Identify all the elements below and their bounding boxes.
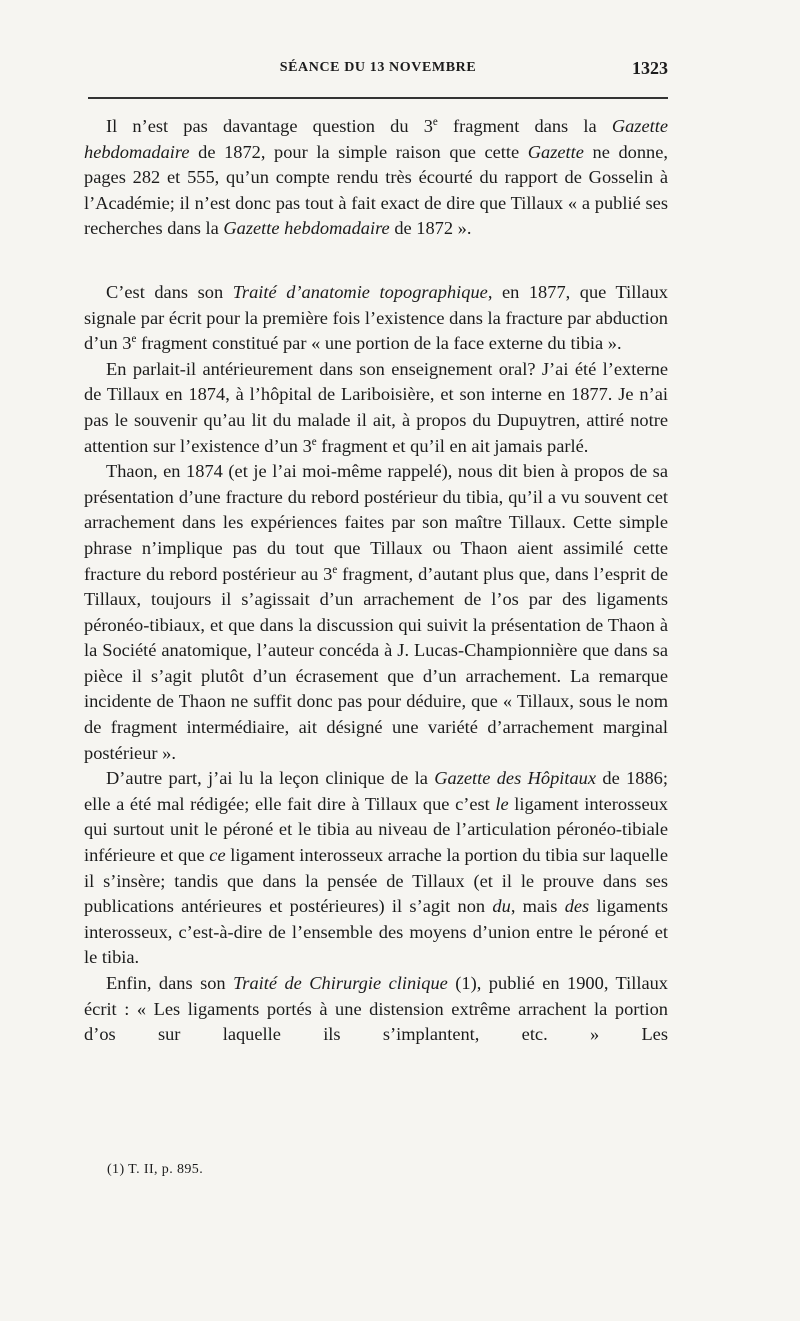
italic-text: ce [209,845,226,866]
superscript: e [332,563,338,576]
text-run: fragment dans la [437,116,612,136]
paragraph [84,459,668,766]
text-run: de 1872 ». [389,218,472,239]
text-run: fragment, d’autant plus que, dans l’esprit de Tillaux, toujours il s’agissait d’un arrachement de l’os par des ligaments péronéo-tibiaux, et que dans la discussion qui suivit la présentation de Thaon à la Société anatomique, l’auteur concéda à J. Lucas-Championnière que dans sa pièce il s’agit plutôt d’un écrasement que d’un arrachement. La remarque incidente de Thaon ne suffit donc pas pour déduire, que « Tillaux, sous le nom de fragment intermédiaire, ait désigné une variété d’arrachement marginal postérieur ». [84,563,668,763]
text-run: de 1872, pour la simple raison que cette [189,141,528,162]
italic-text: des [564,896,590,917]
text-run: , en 1877, que Tillaux signale par écrit pour la première fois l’existence dans la fracture par abduction d’un 3 [84,281,669,354]
text-run: D’autre part, j’ai lu la leçon clinique de la [106,768,435,789]
page-number: 1323 [632,58,668,78]
body-text [84,114,668,1048]
superscript: e [311,435,317,448]
italic-text: Gazette [527,141,584,162]
italic-text: Gazette hebdomadaire [223,218,390,239]
text-run: , mais [510,896,565,917]
italic-text: Traité de Chirurgie clinique [233,973,448,993]
text-run: (1), publié en 1900, Tillaux écrit : « Les ligaments portés à une distension extrême arrachent la portion d’os sur laquelle ils s’implantent, etc. » Les [84,973,669,1045]
italic-text: Traité d’anatomie topographique [232,281,488,302]
italic-text: Gazette hebdomadaire [84,116,668,162]
page-header [88,60,668,90]
text-run: ne donne, pages 282 et 555, qu’un compte rendu très écourté du rapport de Gosselin à l’Académie; il n’est donc pas tout à fait exact de dire que Tillaux « a publié ses recherches dans la [84,141,668,239]
text-run: ligaments interosseux, c’est-à-dire de l’ensemble des moyens d’union entre le péroné et le tibia. [84,896,669,968]
text-run: fragment et qu’il en ait jamais parlé. [316,435,589,456]
paragraph [84,766,668,971]
text-run: ligament interosseux qui surtout unit le péroné et le tibia au niveau de l’articulation péronéo-tibiale inférieure et que [84,793,668,866]
paragraph [84,971,668,1048]
italic-text: le [495,793,509,814]
text-run: Enfin, dans son [106,973,234,993]
text-run: de 1886; elle a été mal rédigée; elle fait dire à Tillaux que c’est [84,768,668,814]
text-run: Thaon, en 1874 (et je l’ai moi-même rappelé), nous dit bien à propos de sa présentation d’une fracture du rebord postérieur du tibia, qu’il a vu souvent cet arrachement dans les expériences faites par son maître Tillaux. Cette simple phrase n’implique pas du tout que Tillaux ou Thaon aient assimilé cette fracture du rebord postérieur au 3 [84,461,668,584]
italic-text: Gazette des Hôpitaux [434,768,597,789]
header-rule [88,97,668,99]
superscript: e [432,115,438,128]
text-run: ligament interosseux arrache la portion du tibia sur laquelle il s’insère; tandis que dans la pensée de Tillaux (et il le prouve dans ses publications antérieures et postérieures) il s’agit non [84,845,668,917]
paragraph [84,357,668,459]
paragraph [84,114,668,242]
text-run: fragment constitué par « une portion de la face externe du tibia ». [136,333,622,354]
text-run: En parlait-il antérieurement dans son enseignement oral? J’ai été l’externe de Tillaux en 1874, à l’hôpital de Lariboisière, et son interne en 1877. Je n’ai pas le souvenir qu’au lit du malade il ait, à propos du Dupuytren, attiré notre attention sur l’existence d’un 3 [84,358,668,456]
italic-text: du [492,896,511,917]
paragraph [84,280,668,357]
superscript: e [131,333,137,346]
text-run: Il n’est pas davantage question du 3 [106,116,433,136]
text-run: C’est dans son [106,281,233,302]
running-title: SÉANCE DU 13 NOVEMBRE [279,60,477,75]
footnote: (1) T. II, p. 895. [107,1162,204,1177]
